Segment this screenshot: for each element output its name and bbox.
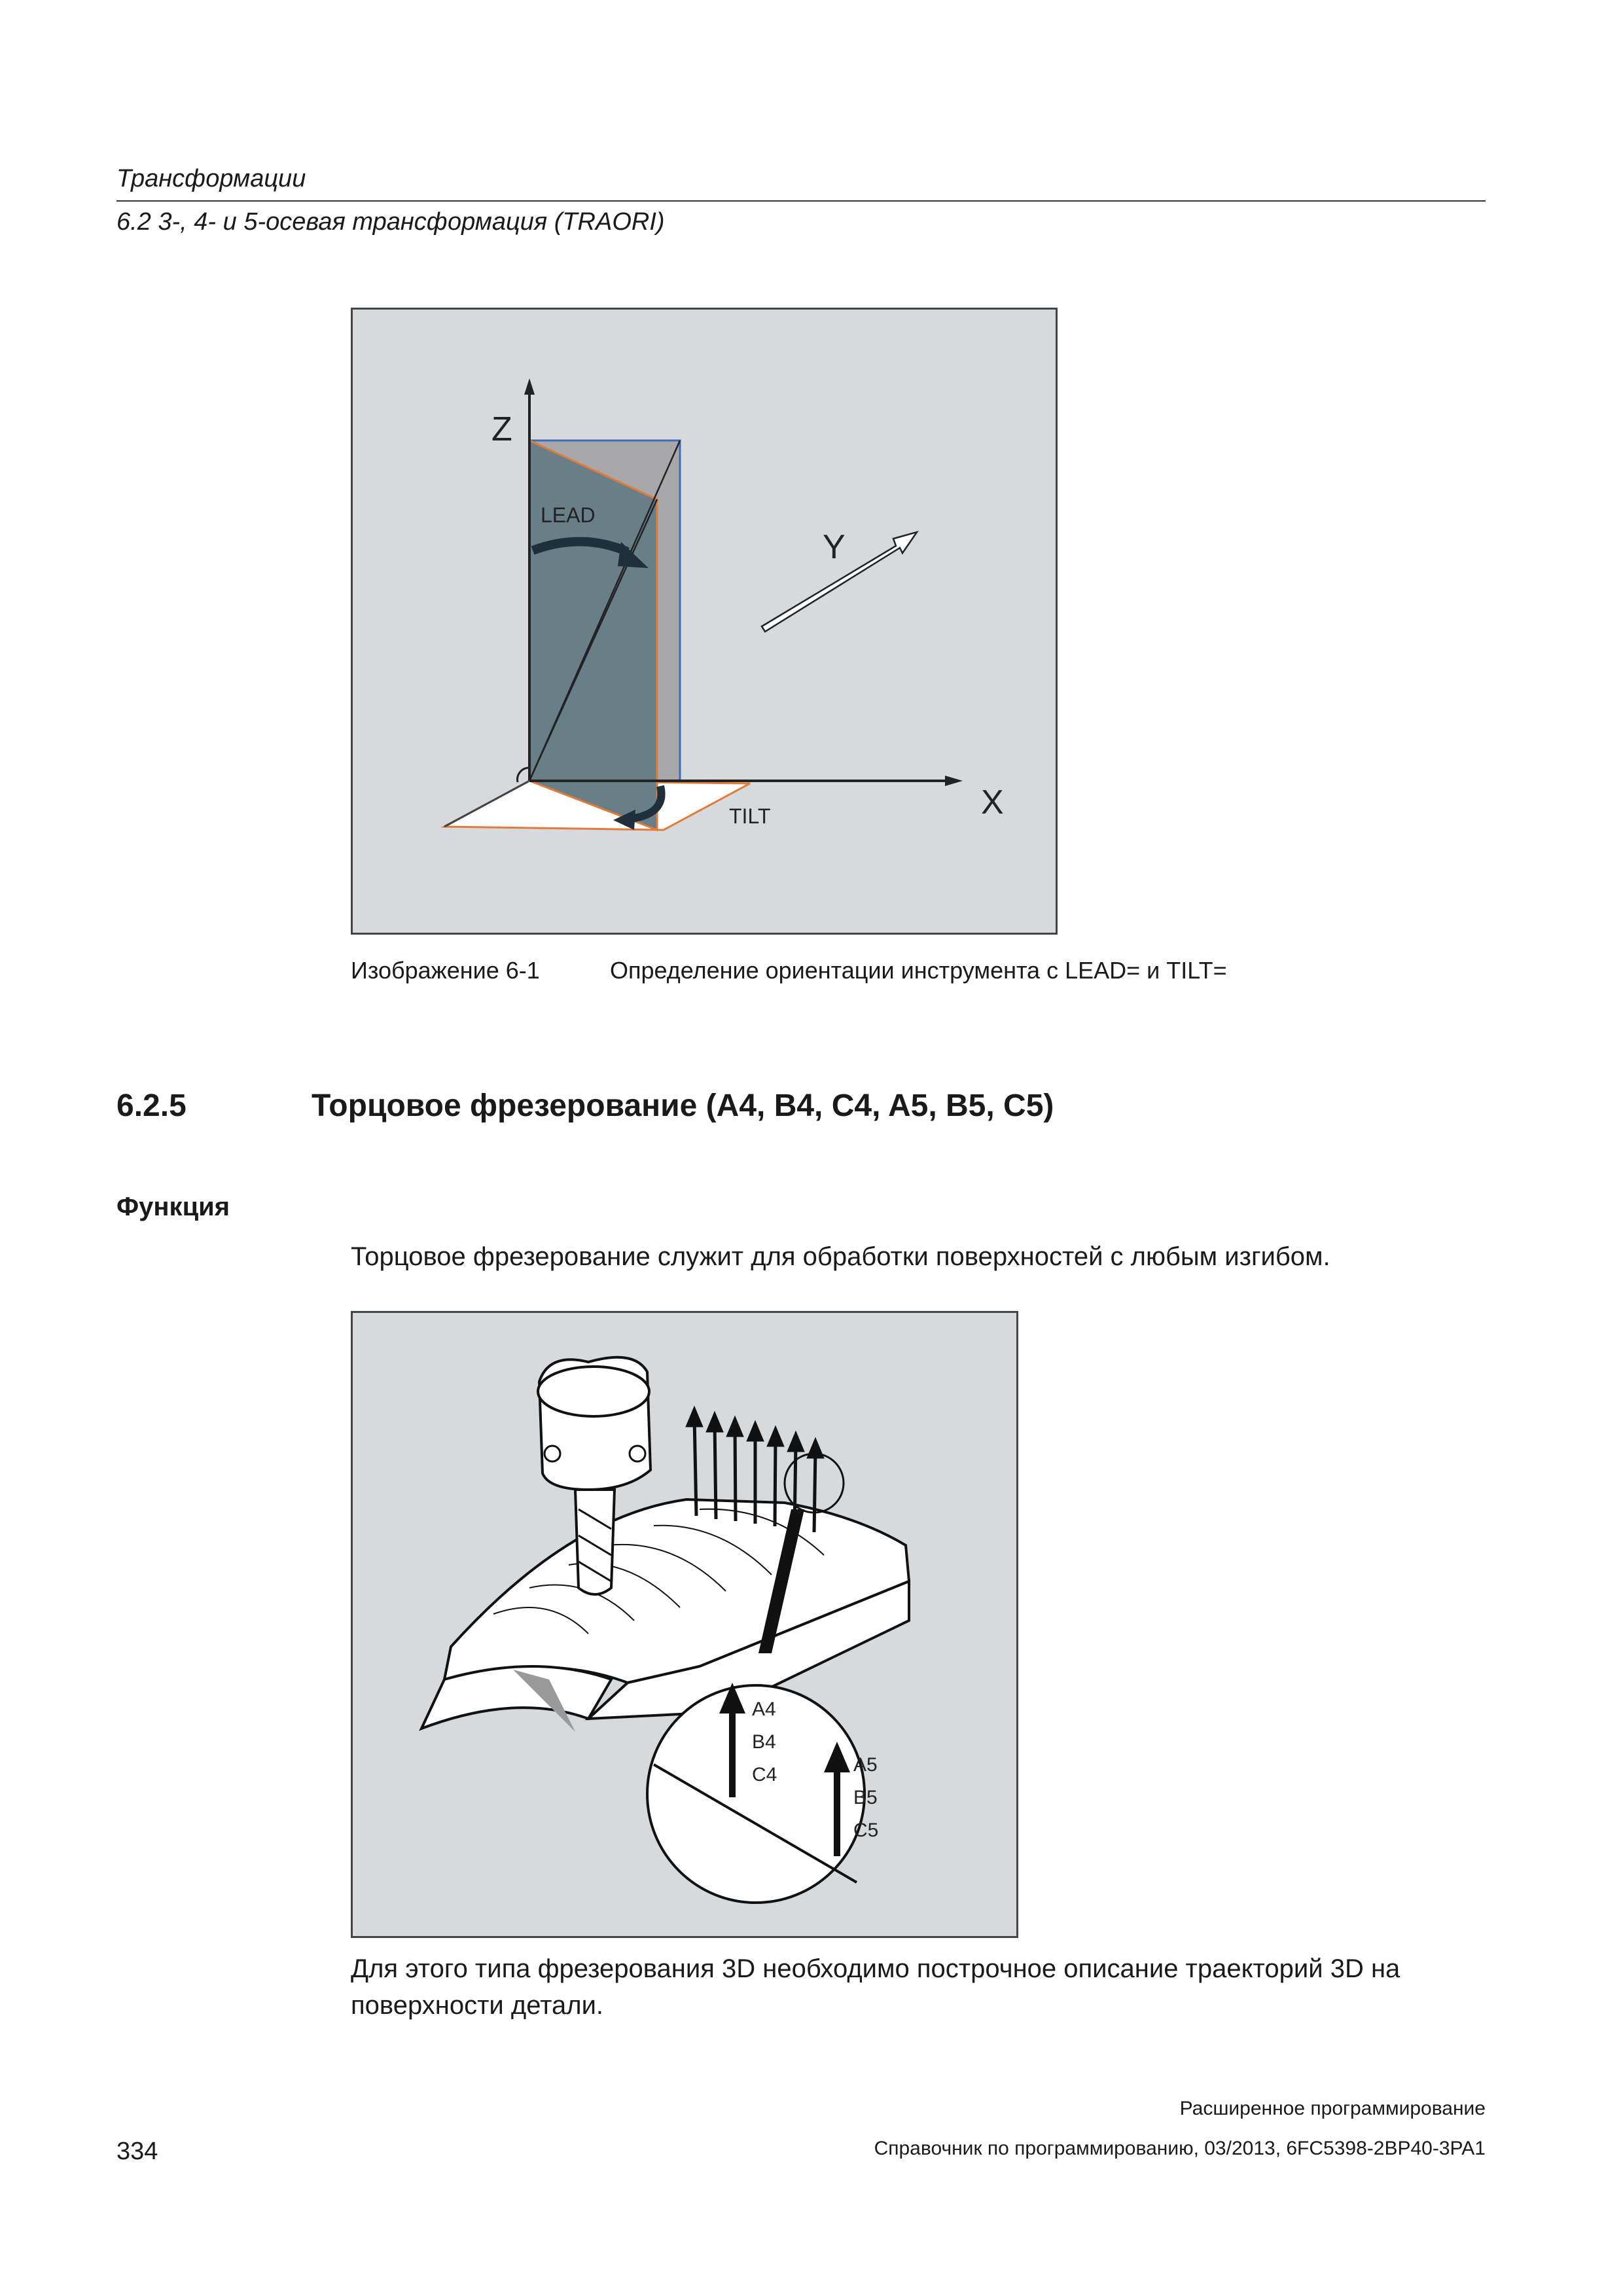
section-number: 6.2.5 [116,1088,187,1123]
label-b4: B4 [752,1731,776,1753]
function-paragraph-2-line-2: поверхности детали. [351,1991,604,2020]
z-axis-arrowhead [524,378,535,395]
tilt-label: TILT [729,804,771,828]
page-number: 334 [116,2138,158,2165]
x-axis-arrowhead [945,776,963,786]
figure-lead-tilt [351,308,1058,935]
function-heading: Функция [116,1193,230,1221]
header-section: 6.2 3-, 4- и 5-осевая трансформация (TRAORI) [116,208,665,236]
label-c4: C4 [752,1764,777,1785]
y-axis-label: Y [823,528,846,566]
label-c5: C5 [853,1820,879,1841]
label-a4: A4 [752,1698,776,1720]
x-axis-label: X [981,783,1004,821]
figure1-caption-number: Изображение 6-1 [351,957,540,984]
function-paragraph-1: Торцовое фрезерование служит для обработки поверхностей с любым изгибом. [351,1242,1330,1271]
section-title: Торцовое фрезерование (A4, B4, C4, A5, B5, C5) [312,1088,1054,1123]
label-a5: A5 [853,1754,878,1776]
z-axis-label: Z [491,410,512,448]
function-paragraph-2-line-1: Для этого типа фрезерования 3D необходимо построчное описание траекторий 3D на [351,1954,1400,1983]
footer-doc-ref: Справочник по программированию, 03/2013, 6FC5398-2BP40-3PA1 [874,2138,1486,2159]
footer-doc-title: Расширенное программирование [1179,2098,1486,2119]
header-chapter: Трансформации [116,165,306,192]
header-divider [116,200,1486,202]
figure-face-milling [351,1311,1018,1938]
lead-label: LEAD [541,503,596,527]
figure1-caption-text: Определение ориентации инструмента с LEAD= и TILT= [610,957,1227,984]
label-b5: B5 [853,1787,878,1808]
